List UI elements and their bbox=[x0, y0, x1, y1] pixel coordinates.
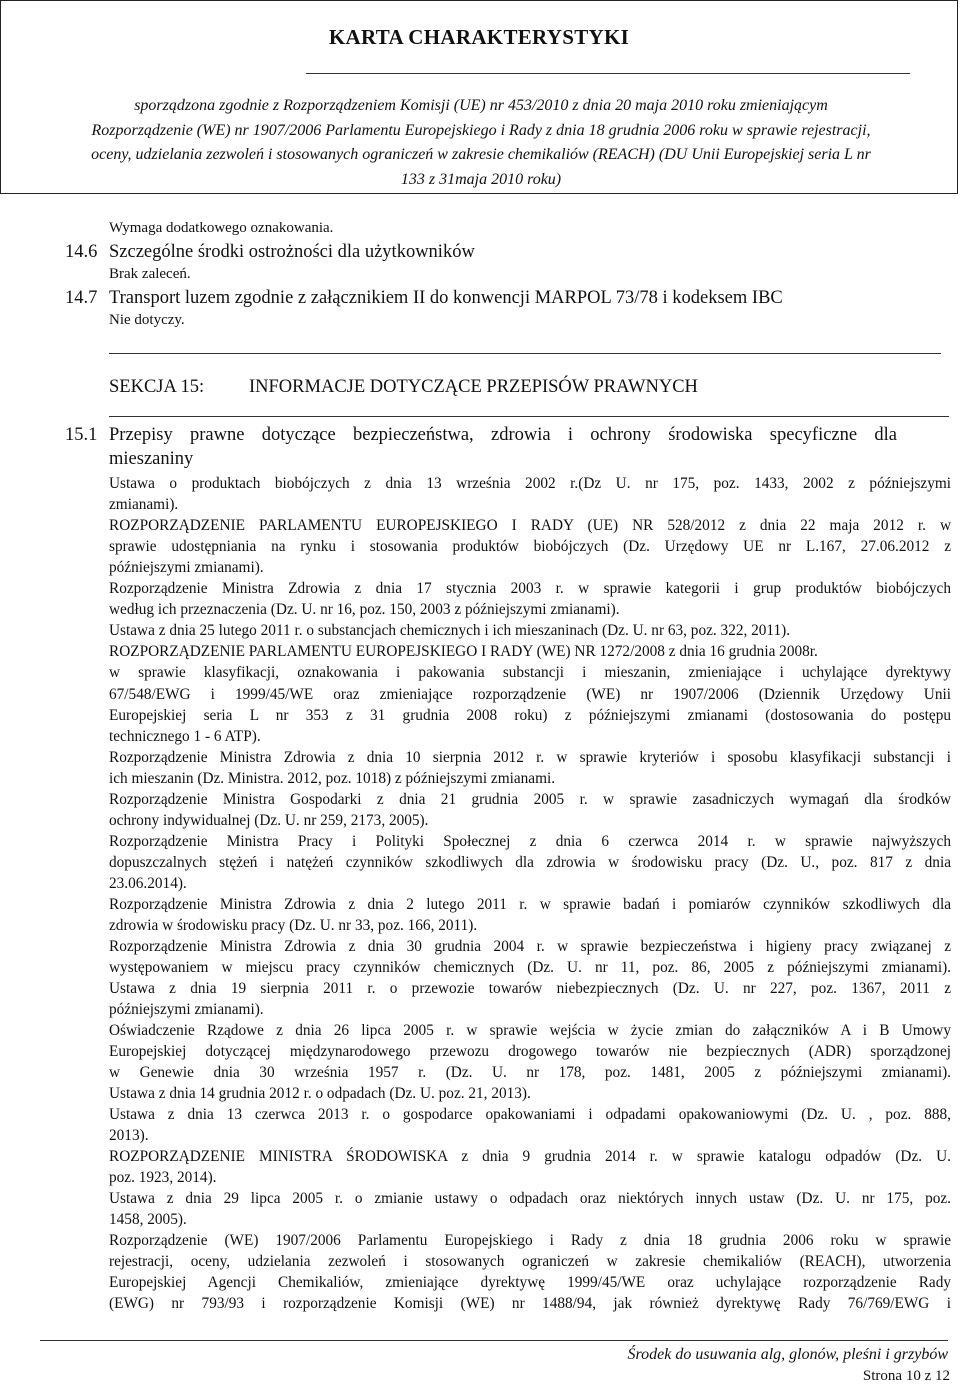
document-title: KARTA CHARAKTERYSTYKI bbox=[328, 25, 630, 49]
regulation-line: Ustawa z dnia 14 grudnia 2012 r. o odpadach (Dz. U. poz. 21, 2013). bbox=[109, 1085, 531, 1102]
regulation-line: poz. 1923, 2014). bbox=[109, 1169, 217, 1186]
title-underline bbox=[306, 73, 910, 74]
regulation-line: Europejskiej Agencji Chemikaliów, zmieniające dyrektywę 1999/45/WE oraz uchylające rozporządzenie Rady bbox=[109, 1274, 951, 1291]
subtitle-line: 133 z 31maja 2010 roku) bbox=[400, 170, 562, 188]
regulation-line: zmianami). bbox=[109, 496, 179, 513]
regulation-line: Ustawa z dnia 25 lutego 2011 r. o substancjach chemicznych i ich mieszaninach (Dz. U. nr 63, poz. 322, 2011). bbox=[109, 622, 791, 639]
section-15-title: INFORMACJE DOTYCZĄCE PRZEPISÓW PRAWNYCH bbox=[249, 377, 698, 397]
regulation-line: Ustawa z dnia 19 sierpnia 2011 r. o przewozie towarów niebezpiecznych (Dz. U. nr 227, poz. 1367, 2011 z bbox=[109, 980, 951, 997]
subtitle-line: sporządzona zgodnie z Rozporządzeniem Komisji (UE) nr 453/2010 z dnia 20 maja 2010 roku zmieniającym bbox=[134, 97, 828, 114]
regulation-line: rejestracji, oceny, udzielania zezwoleń i stosowanych ograniczeń w zakresie chemikaliów (REACH), utworzenia bbox=[109, 1253, 951, 1270]
regulation-line: Rozporządzenie Ministra Pracy i Polityki Społecznej z dnia 6 czerwca 2014 r. w sprawie najwyższych bbox=[109, 833, 951, 850]
regulation-line: ochrony indywidualnej (Dz. U. nr 259, 2173, 2005). bbox=[109, 812, 429, 829]
not-applicable-text: Nie dotyczy. bbox=[109, 312, 185, 328]
subsection-heading-14-6: Szczególne środki ostrożności dla użytkowników bbox=[109, 242, 475, 262]
subsection-heading-14-7: Transport luzem zgodnie z załącznikiem II do konwencji MARPOL 73/78 i kodeksem IBC bbox=[109, 288, 783, 308]
subsection-number-15-1: 15.1 bbox=[65, 425, 98, 445]
regulation-line: Rozporządzenie Ministra Zdrowia z dnia 17 stycznia 2003 r. w sprawie kategorii i grup produktów biobójczych bbox=[109, 580, 951, 597]
regulation-line: Ustawa z dnia 29 lipca 2005 r. o zmianie ustawy o odpadach oraz niektórych innych ustaw (Dz. U. nr 175, poz. bbox=[109, 1190, 951, 1207]
subsection-heading-15-1: Przepisy prawne dotyczące bezpieczeństwa, zdrowia i ochrony środowiska specyficzne dla bbox=[109, 425, 897, 445]
marking-note: Wymaga dodatkowego oznakowania. bbox=[109, 220, 334, 236]
regulation-line: późniejszymi zmianami). bbox=[109, 559, 264, 576]
regulation-line: 23.06.2014). bbox=[109, 875, 187, 892]
section-divider-bottom bbox=[109, 416, 949, 417]
footer-product-name: Środek do usuwania alg, glonów, pleśni i grzybów bbox=[627, 1346, 948, 1363]
regulation-line: w sprawie klasyfikacji, oznakowania i pakowania substancji i mieszanin, zmieniające i uchylające dyrektywy bbox=[109, 664, 951, 681]
regulation-line: późniejszymi zmianami). bbox=[109, 1001, 264, 1018]
footer-rule bbox=[40, 1340, 948, 1341]
document-header bbox=[0, 0, 958, 194]
page-number: Strona 10 z 12 bbox=[862, 1368, 950, 1384]
regulation-subtitle bbox=[31, 94, 931, 192]
regulation-line: Rozporządzenie Ministra Zdrowia z dnia 10 sierpnia 2012 r. w sprawie kryteriów i sposobu klasyfikacji substancji i bbox=[109, 749, 951, 766]
regulation-line: 1458, 2005). bbox=[109, 1211, 187, 1228]
regulation-line: 67/548/EWG i 1999/45/WE oraz zmieniające rozporządzenie (WE) nr 1907/2006 (Dziennik Urzędowy Unii bbox=[109, 686, 951, 703]
regulation-line: dopuszczalnych stężeń i natężeń czynników szkodliwych dla zdrowia w środowisku pracy (Dz. U., poz. 817 z dnia bbox=[109, 854, 951, 871]
regulation-line: (EWG) nr 793/93 i rozporządzenie Komisji (WE) nr 1488/94, jak również dyrektywę Rady 76/769/EWG i bbox=[109, 1295, 951, 1312]
regulation-line: Europejskiej seria L nr 353 z 31 grudnia 2008 roku) z późniejszymi zmianami (dostosowania do postępu bbox=[109, 707, 951, 724]
regulation-line: według ich przeznaczenia (Dz. U. nr 16, poz. 150, 2003 z późniejszymi zmianami). bbox=[109, 601, 620, 618]
regulation-line: Ustawa o produktach biobójczych z dnia 13 września 2002 r.(Dz U. nr 175, poz. 1433, 2002 z późniejszymi bbox=[109, 475, 951, 492]
no-recommendations-text: Brak zaleceń. bbox=[109, 266, 191, 282]
regulation-line: ROZPORZĄDZENIE MINISTRA ŚRODOWISKA z dnia 9 grudnia 2014 r. w sprawie katalogu odpadów (Dz. U. bbox=[109, 1148, 951, 1165]
regulation-line: występowaniem w miejscu pracy czynników chemicznych (Dz. U. nr 11, poz. 86, 2005 z późniejszymi zmianami). bbox=[109, 959, 951, 976]
regulation-line: sprawie udostępniania na rynku i stosowania produktów biobójczych (Dz. Urzędowy UE nr L.167, 27.06.2012 z bbox=[109, 538, 951, 555]
regulation-line: ich mieszanin (Dz. Ministra. 2012, poz. 1018) z późniejszymi zmianami. bbox=[109, 770, 556, 787]
subsection-number-14-6: 14.6 bbox=[65, 242, 98, 262]
subtitle-line: oceny, udzielania zezwoleń i stosowanych ograniczeń w zakresie chemikaliów (REACH) (DU Unii Europejskiej seria L nr bbox=[91, 146, 871, 163]
regulation-line: w Genewie dnia 30 września 1957 r. (Dz. U. nr 178, poz. 1481, 2005 z późniejszymi zmianami). bbox=[109, 1064, 951, 1081]
regulation-line: Rozporządzenie Ministra Gospodarki z dnia 21 grudnia 2005 r. w sprawie zasadniczych wymagań dla środków bbox=[109, 791, 951, 808]
regulation-line: ROZPORZĄDZENIE PARLAMENTU EUROPEJSKIEGO I RADY (WE) NR 1272/2008 z dnia 16 grudnia 2008r. bbox=[109, 643, 818, 660]
regulation-line: Rozporządzenie Ministra Zdrowia z dnia 2 lutego 2011 r. w sprawie badań i pomiarów czynników szkodliwych dla bbox=[109, 896, 951, 913]
subtitle-line: Rozporządzenie (WE) nr 1907/2006 Parlamentu Europejskiego i Rady z dnia 18 grudnia 2006 roku w sprawie rejestracji, bbox=[91, 121, 871, 139]
regulation-line: Europejskiej dotyczącej międzynarodowego przewozu drogowego towarów nie bezpiecznych (ADR) sporządzonej bbox=[109, 1043, 951, 1060]
regulation-line: technicznego 1 - 6 ATP). bbox=[109, 728, 261, 745]
regulation-line: Oświadczenie Rządowe z dnia 26 lipca 2005 r. w sprawie wejścia w życie zmian do załączników A i B Umowy bbox=[109, 1022, 951, 1039]
regulation-line: Ustawa z dnia 13 czerwca 2013 r. o gospodarce opakowaniami i odpadami opakowaniowymi (Dz. U. , poz. 888, bbox=[109, 1106, 951, 1123]
subsection-heading-15-1-cont: mieszaniny bbox=[109, 449, 194, 469]
regulation-line: 2013). bbox=[109, 1127, 149, 1144]
regulation-line: Rozporządzenie Ministra Zdrowia z dnia 30 grudnia 2004 r. w sprawie bezpieczeństwa i higieny pracy związanej z bbox=[109, 938, 951, 955]
regulation-line: zdrowia w środowisku pracy (Dz. U. nr 33, poz. 166, 2011). bbox=[109, 917, 478, 934]
regulation-line: Rozporządzenie (WE) 1907/2006 Parlamentu Europejskiego i Rady z dnia 18 grudnia 2006 roku w sprawie bbox=[109, 1232, 951, 1249]
regulation-line: ROZPORZĄDZENIE PARLAMENTU EUROPEJSKIEGO I RADY (UE) NR 528/2012 z dnia 22 maja 2012 r. w bbox=[109, 517, 951, 534]
section-divider-top bbox=[109, 353, 941, 354]
subsection-number-14-7: 14.7 bbox=[65, 288, 98, 308]
section-15-label: SEKCJA 15: bbox=[109, 377, 205, 397]
